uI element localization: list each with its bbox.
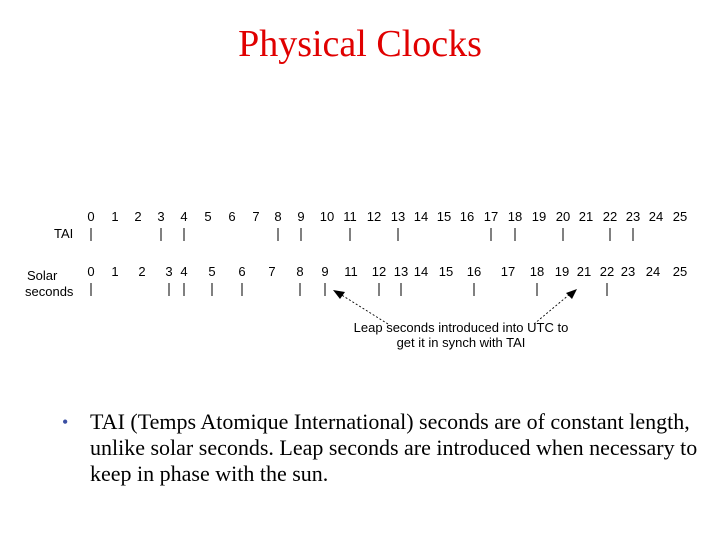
solar-tick-label: 15 xyxy=(438,264,454,279)
solar-label-line2: seconds xyxy=(25,284,74,299)
left-arrow-head xyxy=(333,290,345,299)
solar-tick-label: 16 xyxy=(466,264,482,279)
page-title: Physical Clocks xyxy=(238,23,482,65)
solar-tick-label: 4 xyxy=(180,264,188,279)
tai-tick-label: 8 xyxy=(274,209,282,224)
solar-row xyxy=(25,264,687,299)
tai-tick-label: 18 xyxy=(507,209,523,224)
tai-tick-label: 15 xyxy=(436,209,452,224)
solar-tick-label: 11 xyxy=(344,264,358,279)
tai-tick-label: 13 xyxy=(390,209,406,224)
bullet-text: TAI (Temps Atomique International) seconds are of constant length, unlike solar seconds. Leap seconds are introduced when necessary to keep in phase with the sun. xyxy=(90,409,698,486)
tai-tick-label: 19 xyxy=(531,209,547,224)
solar-tick-label: 5 xyxy=(208,264,216,279)
solar-tick-label: 19 xyxy=(554,264,570,279)
bullet-point xyxy=(62,409,702,487)
solar-tick-label: 9 xyxy=(321,264,329,279)
solar-tick-label: 25 xyxy=(672,264,688,279)
tai-tick-label: 6 xyxy=(228,209,236,224)
solar-tick-label: 14 xyxy=(413,264,429,279)
tai-tick-label: 25 xyxy=(672,209,688,224)
tai-tick-label: 2 xyxy=(134,209,142,224)
tai-tick-label: 9 xyxy=(297,209,305,224)
leap-arrows xyxy=(333,289,577,324)
tai-tick-label: 7 xyxy=(252,209,260,224)
tai-row xyxy=(54,209,687,241)
tai-tick-label: 16 xyxy=(459,209,475,224)
annotation-line2: get it in synch with TAI xyxy=(396,335,526,350)
solar-label-line1: Solar xyxy=(27,268,58,283)
solar-tick-label: 7 xyxy=(268,264,276,279)
tai-tick-label: 21 xyxy=(578,209,594,224)
tai-tick-label: 0 xyxy=(87,209,95,224)
tai-tick-label: 23 xyxy=(625,209,641,224)
tai-ticks xyxy=(87,209,687,241)
tai-tick-label: 1 xyxy=(111,209,119,224)
solar-tick-label: 18 xyxy=(529,264,545,279)
bullet-dot-icon: • xyxy=(62,412,69,432)
clock-comparison-diagram xyxy=(0,190,720,360)
tai-tick-label: 22 xyxy=(602,209,618,224)
tai-tick-label: 12 xyxy=(366,209,382,224)
tai-tick-label: 11 xyxy=(343,209,357,224)
solar-tick-label: 12 xyxy=(371,264,387,279)
solar-tick-label: 2 xyxy=(138,264,146,279)
solar-tick-label: 23 xyxy=(620,264,636,279)
tai-tick-label: 3 xyxy=(157,209,165,224)
tai-tick-label: 5 xyxy=(204,209,212,224)
solar-tick-label: 24 xyxy=(645,264,661,279)
tai-tick-label: 10 xyxy=(319,209,335,224)
solar-tick-label: 21 xyxy=(576,264,592,279)
solar-tick-label: 13 xyxy=(393,264,409,279)
solar-tick-label: 1 xyxy=(111,264,119,279)
solar-tick-label: 3 xyxy=(165,264,173,279)
solar-tick-label: 0 xyxy=(87,264,95,279)
tai-tick-label: 14 xyxy=(413,209,429,224)
tai-tick-label: 24 xyxy=(648,209,664,224)
right-arrow-head xyxy=(566,289,577,299)
tai-tick-label: 20 xyxy=(555,209,571,224)
solar-tick-label: 8 xyxy=(296,264,304,279)
solar-tick-label: 22 xyxy=(599,264,615,279)
annotation-line1: Leap seconds introduced into UTC to xyxy=(353,320,569,335)
tai-tick-label: 17 xyxy=(483,209,499,224)
tai-tick-label: 4 xyxy=(180,209,188,224)
solar-tick-label: 17 xyxy=(500,264,516,279)
solar-tick-label: 6 xyxy=(238,264,246,279)
tai-label: TAI xyxy=(54,226,74,241)
solar-ticks xyxy=(87,264,687,296)
